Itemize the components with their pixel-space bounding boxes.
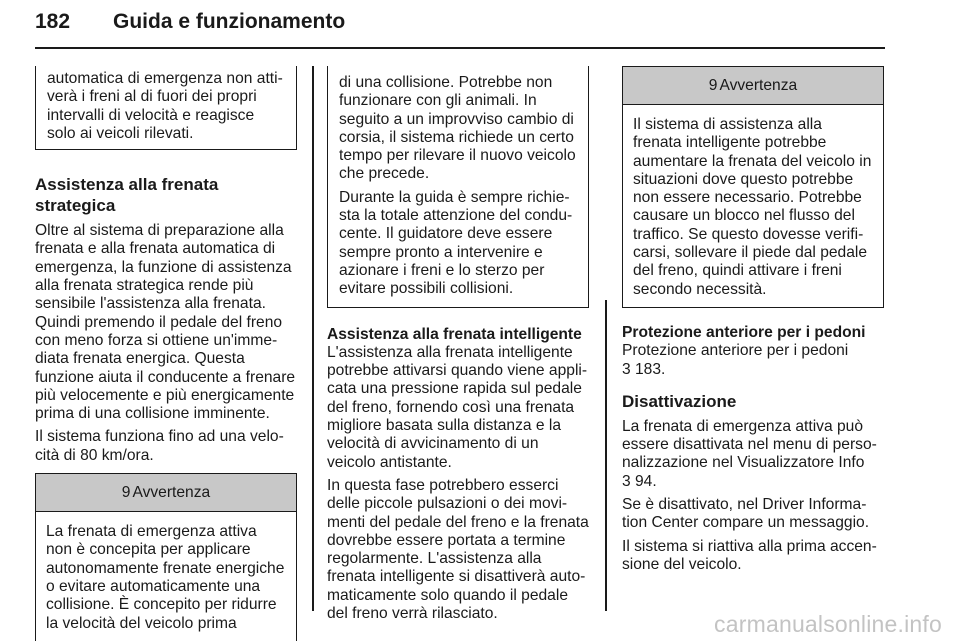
warning-box	[622, 66, 884, 308]
paragraph: Protezione anteriore per i pedoni	[622, 342, 849, 360]
paragraph: Il sistema si riattiva alla prima accensione del veicolo.	[622, 537, 877, 573]
paragraph: Il sistema funziona fino ad una velocità di 80 km/ora.	[35, 428, 284, 464]
warning-continuation-text: automatica di emergenza non attiverà i freni al di fuori dei propri intervalli di velocità e reagisce solo ai veicoli rilevati.	[47, 70, 283, 142]
warning-text: Il sistema di assistenza alla frenata intelligente potrebbe aumentare la frenata del veicolo in situazioni dove questo potrebbe non essere necessario. Potrebbe causare un blocco nel flusso del traffico. Se questo dovesse verificarsi, sollevare il piede dal pedale del freno, quindi attivare i freni secondo necessità.	[633, 116, 872, 298]
column-divider-right	[605, 300, 607, 611]
warning-body	[623, 105, 883, 307]
warning-continuation-text: di una collisione. Potrebbe non funzionare con gli animali. In seguito a un improvviso cambio di corsia, il sistema richiede un certo tempo per rilevare il nuovo veicolo che precede.	[339, 74, 576, 183]
warning-triangle-icon: 9	[121, 483, 131, 501]
header-rule	[35, 47, 885, 49]
warning-box	[35, 473, 297, 641]
warning-title: Avvertenza	[132, 483, 211, 501]
warning-box-continuation	[35, 66, 297, 150]
warning-box-continuation	[327, 66, 589, 308]
column-divider-left	[312, 66, 314, 611]
heading-pedestrian-protection: Protezione anteriore per i pedoni	[622, 323, 866, 341]
paragraph: L'assistenza alla frenata intelligente potrebbe attivarsi quando viene applicata una pressione rapida sul pedale del freno, fornendo così una frenata migliore basata sulla distanza e la velocità di avvicinamento di un veicolo antistante.	[327, 343, 588, 471]
heading-deactivation: Disattivazione	[622, 391, 737, 411]
paragraph: Oltre al sistema di preparazione alla frenata e alla frenata automatica di emergenza, la funzione di assistenza alla frenata strategica rende più sensibile l'assistenza alla frenata. Quindi premendo il pedale del freno con meno forza si ottiene un'immediata frenata energica. Questa funzione aiuta il conducente a frenare più velocemente e più energicamente prima di una collisione imminente.	[35, 222, 296, 423]
warning-body	[36, 512, 296, 641]
column-3	[622, 66, 884, 574]
column-1	[35, 66, 297, 641]
paragraph: In questa fase potrebbero esserci delle piccole pulsazioni o dei movimenti del pedale del freno e la frenata dovrebbe essere portata a termine regolarmente. L'assistenza alla frenata intelligente si disattiverà automaticamente solo quando il pedale del freno verrà rilasciato.	[327, 476, 589, 623]
heading-intelligent-brake-assist: Assistenza alla frenata intelligente	[327, 325, 582, 343]
section-title: Guida e funzionamento	[113, 10, 346, 33]
page-reference: 3 94.	[622, 472, 657, 490]
warning-header	[623, 67, 883, 105]
column-2	[327, 66, 589, 623]
warning-header	[36, 474, 296, 512]
watermark: carmanualsonline.info	[714, 611, 942, 637]
page-reference: 3 183.	[622, 360, 666, 378]
page-number: 182	[35, 10, 71, 33]
heading-strategic-brake-assist: Assistenza alla frenata strategica	[35, 175, 219, 216]
paragraph: La frenata di emergenza attiva può essere disattivata nel menu di personalizzazione nel Visualizzatore Info	[622, 417, 877, 472]
paragraph: Se è disattivato, nel Driver Information Center compare un messaggio.	[622, 496, 870, 532]
warning-text: La frenata di emergenza attiva non è concepita per applicare autonomamente frenate energiche o evitare automaticamente una collisione. È concepito per ridurre la velocità del veicolo prima	[46, 523, 285, 632]
warning-title: Avvertenza	[719, 76, 798, 94]
warning-triangle-icon: 9	[708, 76, 718, 94]
warning-continuation-text: Durante la guida è sempre richiesta la totale attenzione del conducente. Il guidatore deve essere sempre pronto a intervenire e azionare i freni e lo sterzo per evitare possibili collisioni.	[339, 188, 573, 298]
